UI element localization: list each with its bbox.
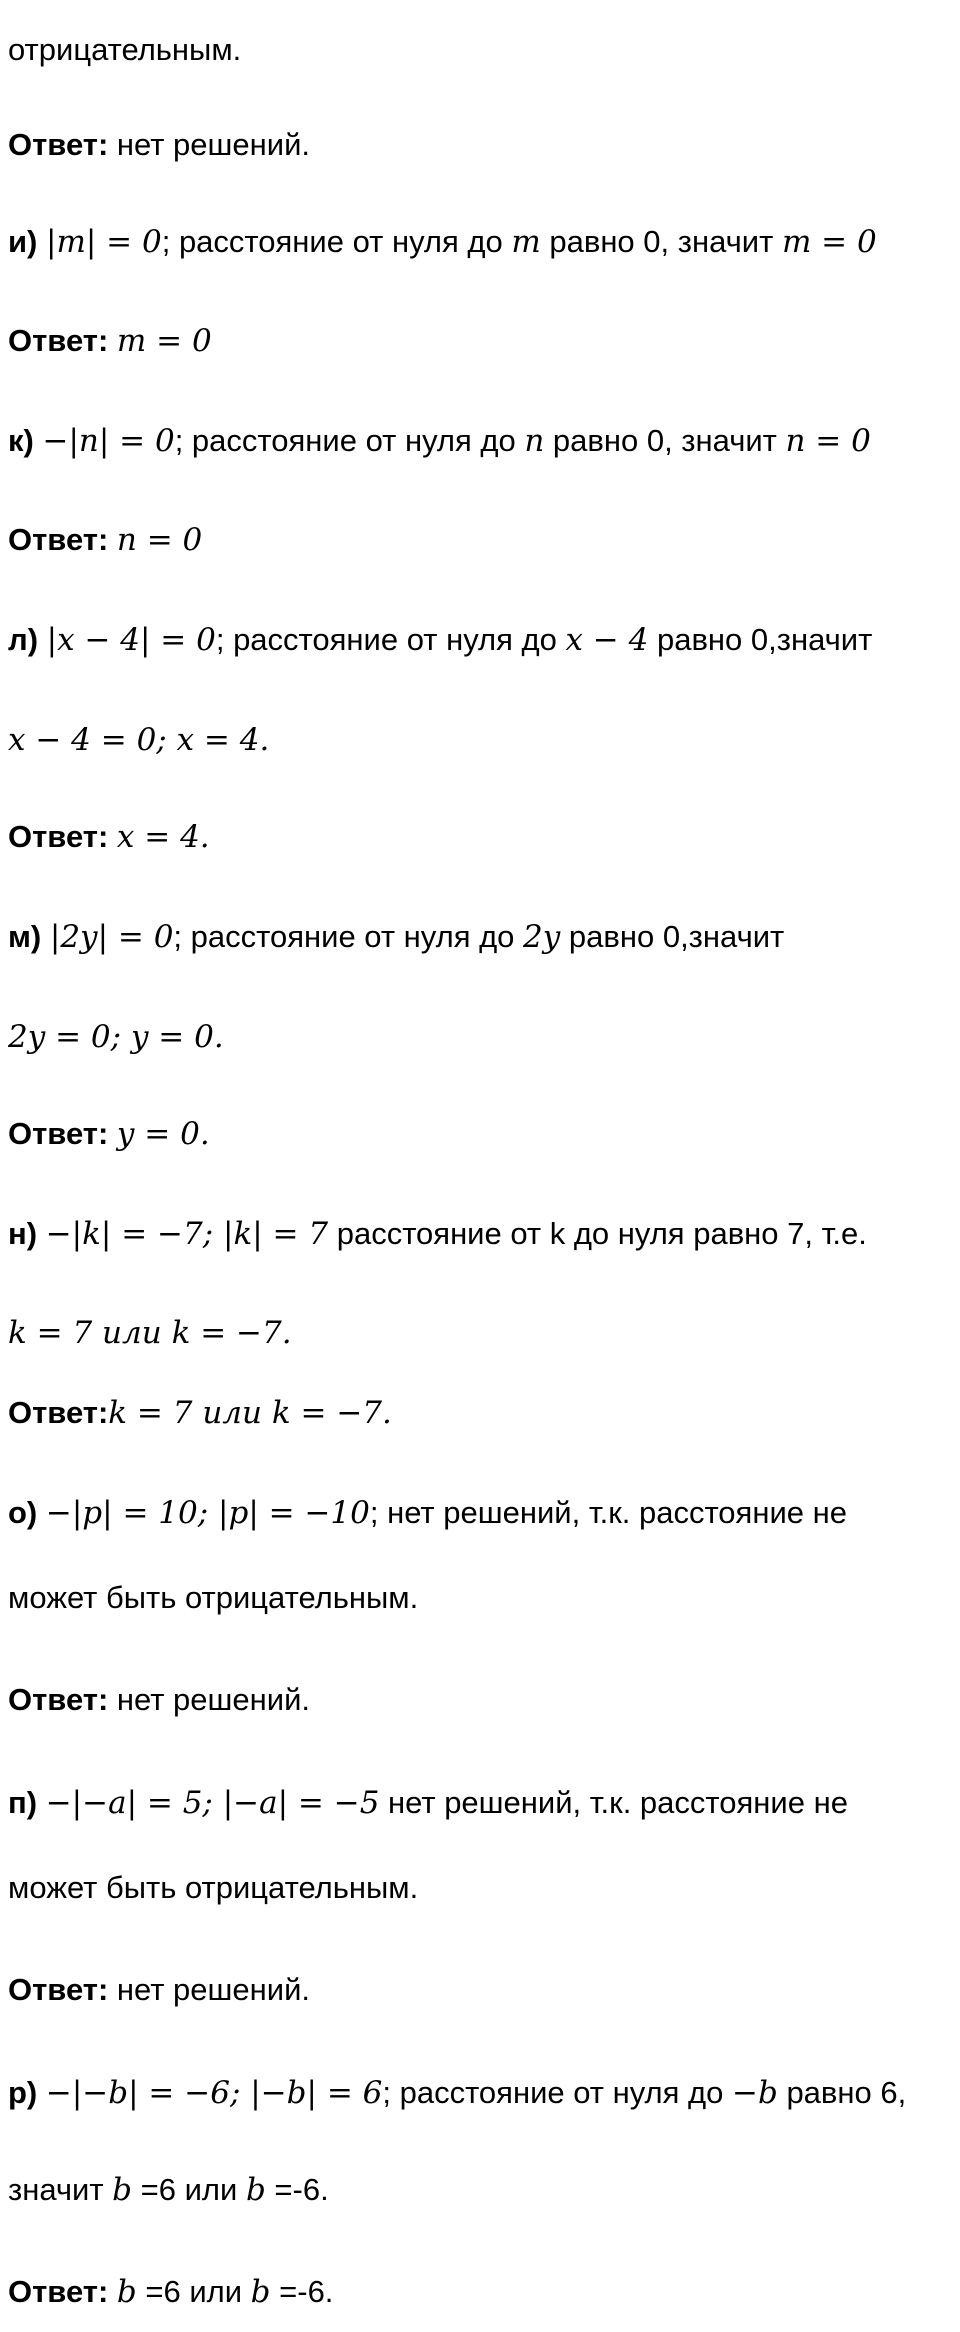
math-expression: 𝑛 (524, 423, 545, 459)
text-part: равно 0,значит (648, 622, 873, 657)
text-part (37, 2075, 46, 2110)
text-line (8, 1868, 418, 1908)
answer-line (8, 1680, 310, 1720)
math-expression: −|𝑝| = 10; |𝑝| = −10 (45, 1495, 370, 1531)
answer-label: Ответ: (8, 1395, 109, 1430)
text-part: =6 или (132, 2172, 246, 2207)
math-expression: 2𝑦 (523, 919, 561, 955)
problem-o (8, 1493, 847, 1533)
math-expression: 𝑛 = 0 (116, 522, 203, 558)
math-line (8, 1313, 292, 1353)
text-part (108, 2274, 117, 2309)
line-text: может быть отрицательным. (8, 1870, 419, 1905)
math-expression: 𝑛 = 0 (785, 423, 871, 459)
problem-m (8, 917, 784, 957)
answer-label: Ответ: (8, 323, 109, 358)
text-part: равно 0, значит (544, 423, 786, 458)
math-expression: 𝑏 (245, 2172, 266, 2208)
math-expression: 𝑏 (116, 2274, 137, 2310)
text-part: =-6. (265, 2172, 329, 2207)
text-part: нет решений, т.к. расстояние не (379, 1785, 848, 1820)
math-expression: |2𝑦| = 0 (49, 919, 174, 955)
math-expression: 𝑏 (112, 2172, 133, 2208)
text-line (8, 2170, 329, 2210)
answer-line (8, 1114, 210, 1154)
problem-label: л) (8, 622, 39, 657)
answer-line (8, 1970, 310, 2010)
math-line (8, 720, 269, 760)
problem-label: м) (8, 919, 42, 954)
answer-label: Ответ: (8, 2274, 109, 2309)
answer-line (8, 125, 310, 165)
problem-k (8, 421, 871, 461)
text-part (38, 622, 47, 657)
text-part: ; расстояние от нуля до (174, 423, 525, 458)
answer-line (8, 321, 212, 361)
math-expression: |𝑚| = 0 (46, 224, 162, 260)
answer-label: Ответ: (8, 127, 109, 162)
problem-i (8, 222, 877, 262)
line-text: нет решений. (108, 1972, 310, 2007)
math-expression: 𝑚 = 0 (781, 224, 877, 260)
text-line (8, 1578, 418, 1618)
line-text: нет решений. (108, 1682, 310, 1717)
text-part: ; нет решений, т.к. расстояние не (369, 1495, 847, 1530)
text-part (41, 919, 50, 954)
text-part: ; расстояние от нуля до (173, 919, 524, 954)
text-part: =6 или (136, 2274, 251, 2309)
text-part: равно 0,значит (560, 919, 785, 954)
text-part: равно 0, значит (540, 224, 782, 259)
problem-l (8, 620, 872, 660)
problem-label: и) (8, 224, 38, 259)
answer-line (8, 520, 202, 560)
math-expression: 𝑚 = 0 (116, 323, 212, 359)
answer-line (8, 817, 210, 857)
answer-label: Ответ: (8, 522, 109, 557)
answer-line (8, 2272, 333, 2312)
problem-label: п) (8, 1785, 38, 1820)
text-part: =-6. (270, 2274, 334, 2309)
text-part (37, 224, 46, 259)
math-expression: 2𝑦 = 0; 𝑦 = 0. (8, 1019, 224, 1055)
math-expression: −|𝑘| = −7; |𝑘| = 7 (45, 1216, 329, 1252)
math-expression: 𝑦 = 0. (116, 1116, 210, 1152)
answer-label: Ответ: (8, 819, 109, 854)
problem-r (8, 2073, 906, 2113)
math-expression: 𝑘 = 7 или 𝑘 = −7. (8, 1315, 292, 1351)
math-expression: 𝑚 (511, 224, 541, 260)
answer-label: Ответ: (8, 1972, 109, 2007)
text-part (37, 1216, 46, 1251)
line-text: нет решений. (108, 127, 310, 162)
math-expression: 𝑏 (250, 2274, 271, 2310)
math-expression: −|−𝑎| = 5; |−𝑎| = −5 (45, 1785, 380, 1821)
text-part: расстояние от k до нуля равно 7, т.е. (328, 1216, 867, 1251)
text-part: ; расстояние от нуля до (161, 224, 512, 259)
math-expression: 𝑥 − 4 = 0; 𝑥 = 4. (8, 722, 270, 758)
line-text: может быть отрицательным. (8, 1580, 419, 1615)
text-part (37, 1785, 46, 1820)
math-expression: −|−𝑏| = −6; |−𝑏| = 6 (45, 2075, 383, 2111)
answer-label: Ответ: (8, 1682, 109, 1717)
problem-n (8, 1214, 867, 1254)
math-expression: 𝑘 = 7 или 𝑘 = −7. (108, 1395, 392, 1431)
math-expression: |𝑥 − 4| = 0 (46, 622, 216, 658)
text-part (37, 1495, 46, 1530)
text-part: значит (8, 2172, 113, 2207)
line-text: отрицательным. (8, 32, 242, 67)
text-part: равно 6, (777, 2075, 907, 2110)
answer-line (8, 1393, 392, 1433)
text-line (8, 30, 241, 70)
text-part: ; расстояние от нуля до (215, 622, 566, 657)
math-line (8, 1017, 224, 1057)
math-expression: −𝑏 (732, 2075, 778, 2111)
problem-p (8, 1783, 848, 1823)
text-part: ; расстояние от нуля до (382, 2075, 732, 2110)
problem-label: р) (8, 2075, 38, 2110)
problem-label: к) (8, 423, 34, 458)
math-expression: 𝑥 = 4. (116, 819, 210, 855)
answer-label: Ответ: (8, 1116, 109, 1151)
math-expression: 𝑥 − 4 (565, 622, 649, 658)
math-expression: −|𝑛| = 0 (42, 423, 175, 459)
problem-label: н) (8, 1216, 38, 1251)
problem-label: о) (8, 1495, 38, 1530)
